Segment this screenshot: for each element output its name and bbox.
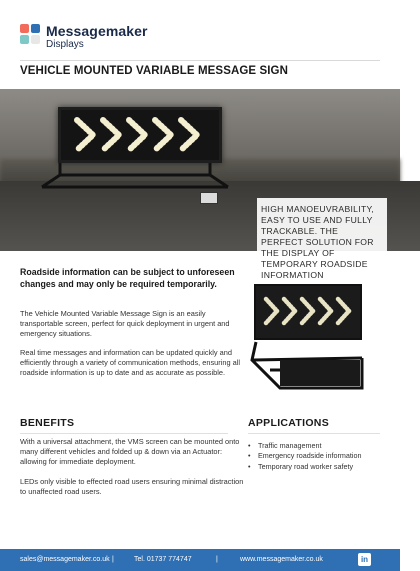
vms-base-frame [250,340,364,392]
applications-list [248,441,361,472]
list-item: • Emergency roadside information [248,451,362,461]
benefits-divider [20,433,228,434]
bullet-icon: • [248,441,251,450]
footer-separator: | [216,556,218,563]
footer-separator: | [112,556,114,563]
chevron-arrows-icon [71,116,206,154]
vms-sign-illustration [58,107,222,163]
benefit-paragraph-1: With a universal attachment, the VMS screen can be mounted onto many different vehicles and folded up & down via an Actuator: allowing for immediate deployment. [20,437,240,467]
bullet-icon: • [248,461,251,471]
brand-logo [20,24,200,52]
product-photo [248,282,366,392]
chevron-arrows-icon [262,296,354,326]
benefit-paragraph-2: LEDs only visible to effected road users ensuring minimal distraction to unaffected road users. [20,477,244,497]
page-title: VEHICLE MOUNTED VARIABLE MESSAGE SIGN [20,65,289,77]
linkedin-icon[interactable]: in [358,553,371,566]
vms-panel-illustration [254,284,362,340]
applications-divider [248,433,380,434]
lead-paragraph: Roadside information can be subject to unforeseen changes and may only be required temporarily. [20,267,235,289]
footer-email-link[interactable]: sales@messagemaker.co.uk [20,556,110,563]
applications-heading: APPLICATIONS [248,417,329,429]
brand-name: Messagemaker [46,23,148,39]
brand-sub: Displays [46,39,84,50]
footer-phone[interactable]: Tel. 01737 774747 [134,556,192,563]
vms-mount-frame [40,161,230,193]
hero-tagline: HIGH MANOEUVRABILITY, EASY TO USE AND FULLY TRACKABLE. THE PERFECT SOLUTION FOR THE DISPLAY OF TEMPORARY ROADSIDE INFORMATION [257,198,387,309]
header-divider [20,60,380,61]
list-item: • Traffic management [248,441,322,450]
benefits-heading: BENEFITS [20,417,75,429]
list-item: • Temporary road worker safety [248,461,354,471]
control-box [200,192,218,204]
intro-paragraph-2: Real time messages and information can be updated quickly and efficiently through a variety of communication methods, ensuring all roadside information is up to date and as accurate as possible. [20,348,241,378]
intro-paragraph-1: The Vehicle Mounted Variable Message Sign is an easily transportable screen, perfect for quick deployment in urgent and emergency situations. [20,309,230,339]
footer-website-link[interactable]: www.messagemaker.co.uk [240,556,323,563]
logo-mark-icon [20,24,40,44]
footer-bar [0,549,400,571]
bullet-icon: • [248,451,251,461]
